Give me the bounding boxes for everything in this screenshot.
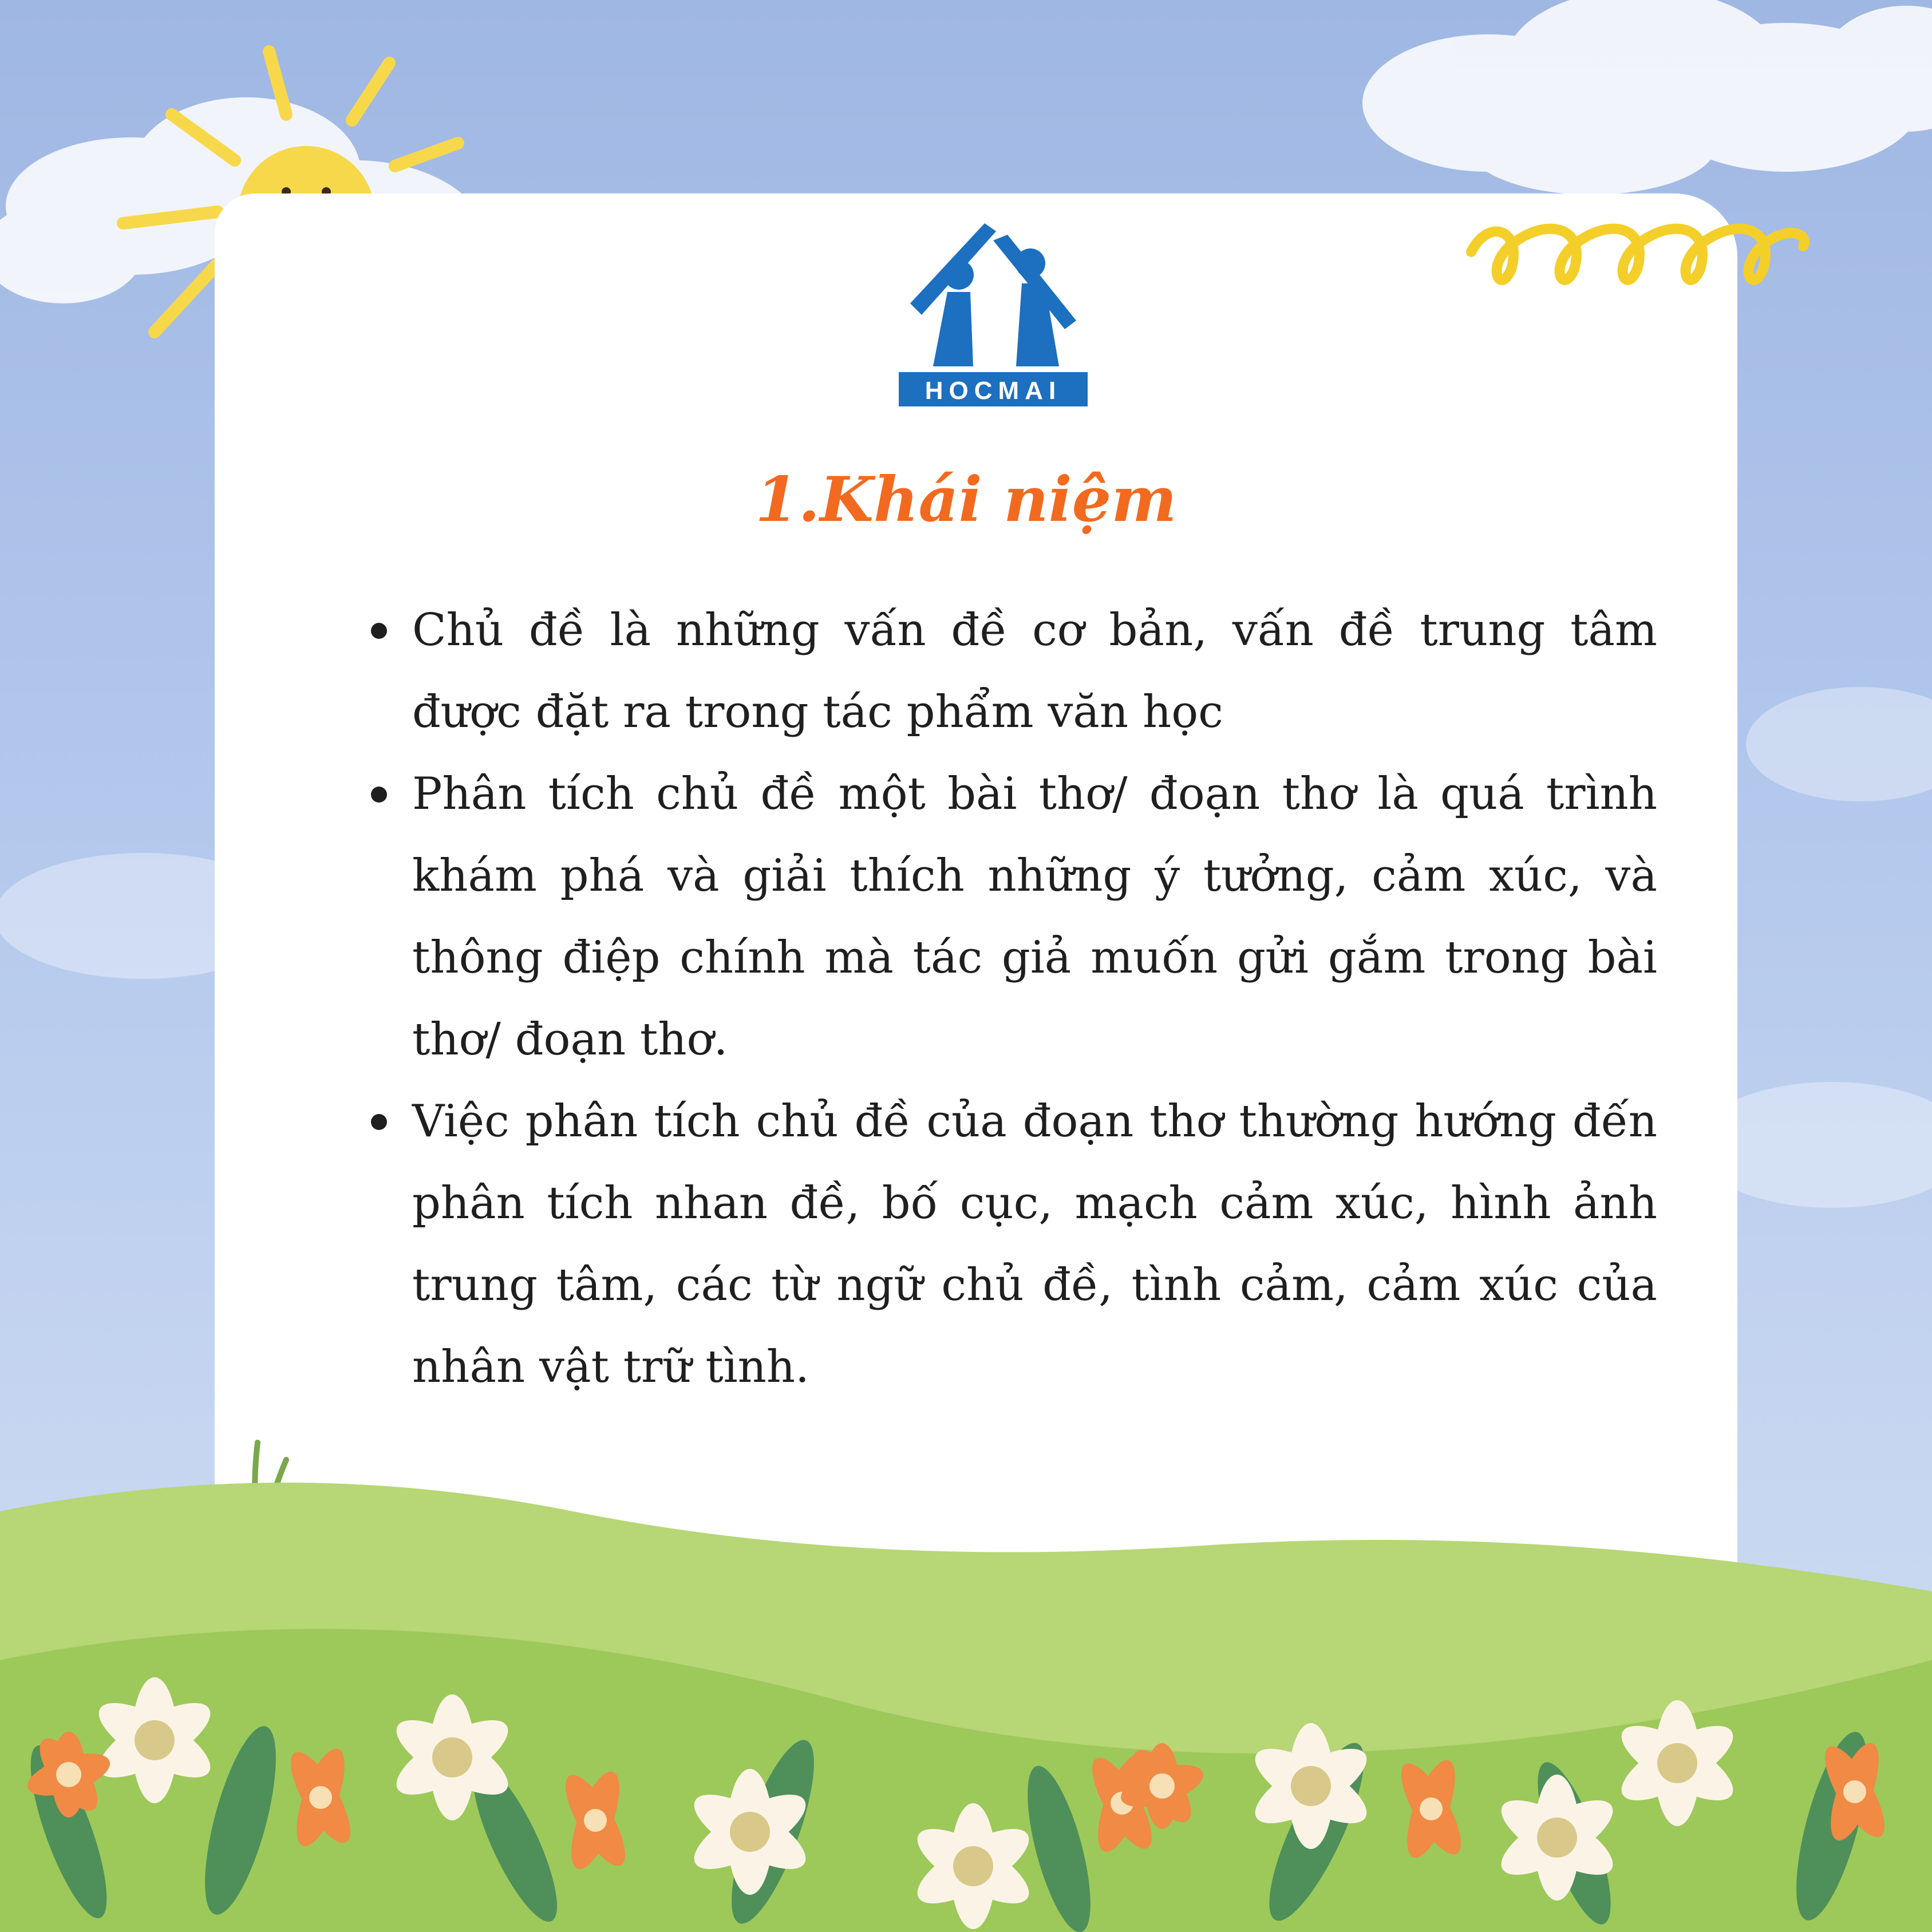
list-item-text: Chủ đề là những vấn đề cơ bản, vấn đề trung tâm được đặt ra trong tác phẩm văn học [412, 605, 1657, 738]
bullet-icon [371, 787, 387, 803]
squiggle-icon [1471, 229, 1804, 280]
bullet-list [412, 590, 1657, 1408]
list-item-text: Phân tích chủ đề một bài thơ/ đoạn thơ là quá trình khám phá và giải thích những ý tưởng, cảm xúc, và thông điệp chính mà tác giả muốn gửi gắm trong bài thơ/ đoạn thơ. [412, 768, 1657, 1065]
list-item [412, 1081, 1657, 1408]
list-item [412, 753, 1657, 1081]
bullet-icon [371, 1114, 387, 1130]
logo-wordmark: HOCMAI [924, 377, 1062, 405]
hocmai-logo [899, 223, 1088, 406]
section-heading: 1.Khái niệm [755, 464, 1177, 536]
hocmai-logo-icon [899, 223, 1088, 406]
list-item [412, 590, 1657, 753]
bullet-icon [371, 623, 387, 639]
list-item-text: Việc phân tích chủ đề của đoạn thơ thường hướng đến phân tích nhan đề, bố cục, mạch cảm xúc, hình ảnh trung tâm, các từ ngữ chủ đề, tình cảm, cảm xúc của nhân vật trữ tình. [412, 1096, 1657, 1393]
